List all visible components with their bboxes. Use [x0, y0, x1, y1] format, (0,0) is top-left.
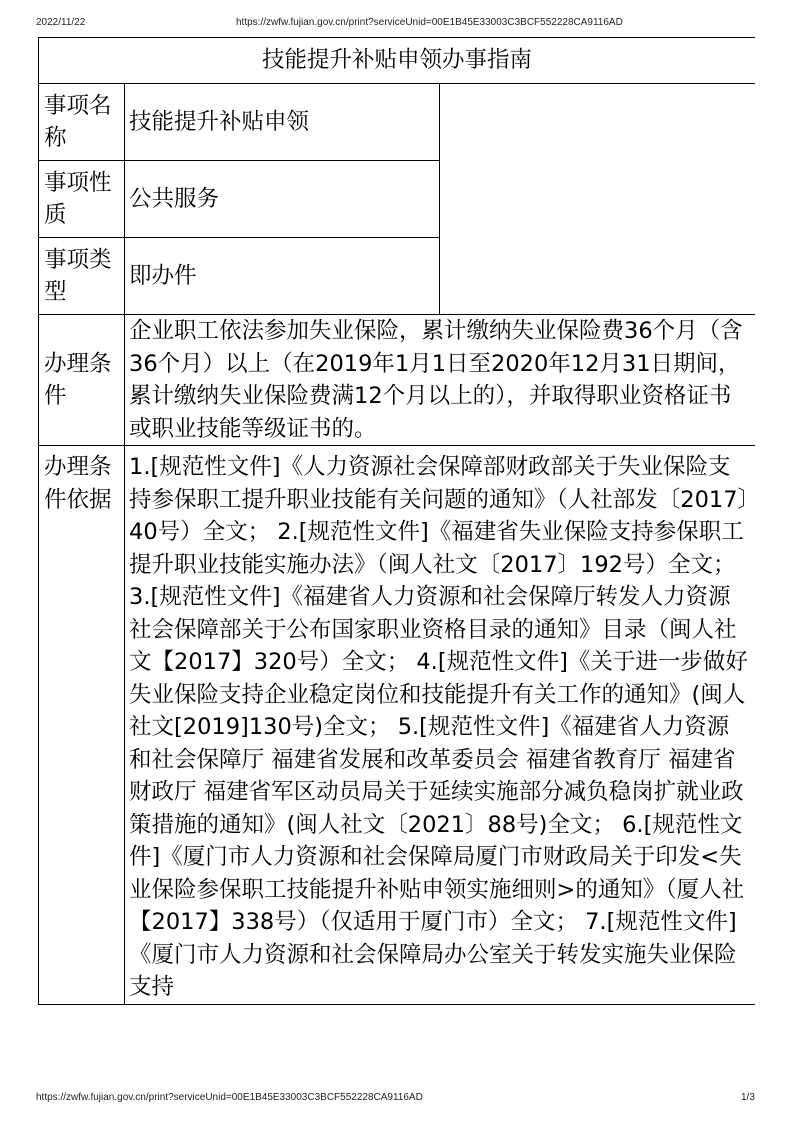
- guide-table: [38, 37, 755, 1005]
- print-header-url: https://zwfw.fujian.gov.cn/print?serviceUnid=00E1B45E33003C3BCF552228CA9116AD: [236, 17, 623, 28]
- item-type-value: 即办件: [125, 238, 440, 315]
- guide-document: [38, 37, 755, 1084]
- item-type-label: 事项类型: [39, 238, 125, 315]
- conditions-label: 办理条件: [39, 315, 125, 446]
- document-title: 技能提升补贴申领办事指南: [39, 38, 756, 84]
- item-nature-value: 公共服务: [125, 161, 440, 238]
- item-name-row: [39, 84, 756, 161]
- item-name-label: 事项名称: [39, 84, 125, 161]
- page-number: 1/3: [741, 1092, 755, 1103]
- print-footer-url: https://zwfw.fujian.gov.cn/print?serviceUnid=00E1B45E33003C3BCF552228CA9116AD: [36, 1092, 423, 1103]
- item-nature-label: 事项性质: [39, 161, 125, 238]
- blank-cell: [440, 84, 756, 315]
- item-name-value: 技能提升补贴申领: [125, 84, 440, 161]
- conditions-value: 企业职工依法参加失业保险，累计缴纳失业保险费36个月（含36个月）以上（在2019年1月1日至2020年12月31日期间，累计缴纳失业保险费满12个月以上的），并取得职业资格证书或职业技能等级证书的。: [125, 315, 756, 446]
- basis-value: 1.[规范性文件]《人力资源社会保障部财政部关于失业保险支持参保职工提升职业技能有关问题的通知》（人社部发〔2017〕40号）全文； 2.[规范性文件]《福建省失业保险支持参保职工提升职业技能实施办法》（闽人社文〔2017〕192号）全文； 3.[规范性文件]《福建省人力资源和社会保障厅转发人力资源社会保障部关于公布国家职业资格目录的通知》目录（闽人社文【2017】320号）全文； 4.[规范性文件]《关于进一步做好失业保险支持企业稳定岗位和技能提升有关工作的通知》(闽人社文[2019]130号)全文； 5.[规范性文件]《福建省人力资源和社会保障厅 福建省发展和改革委员会 福建省教育厅 福建省财政厅 福建省军区动员局关于延续实施部分减负稳岗扩就业政策措施的通知》(闽人社文〔2021〕88号)全文； 6.[规范性文件]《厦门市人力资源和社会保障局厦门市财政局关于印发<失业保险参保职工技能提升补贴申领实施细则>的通知》（厦人社【2017】338号）（仅适用于厦门市）全文； 7.[规范性文件]《厦门市人力资源和社会保障局办公室关于转发实施失业保险支持: [125, 446, 756, 1005]
- basis-row: [39, 446, 756, 1005]
- conditions-row: [39, 315, 756, 446]
- basis-label: 办理条件依据: [39, 446, 125, 1005]
- print-date: 2022/11/22: [36, 17, 86, 28]
- title-row: [39, 38, 756, 84]
